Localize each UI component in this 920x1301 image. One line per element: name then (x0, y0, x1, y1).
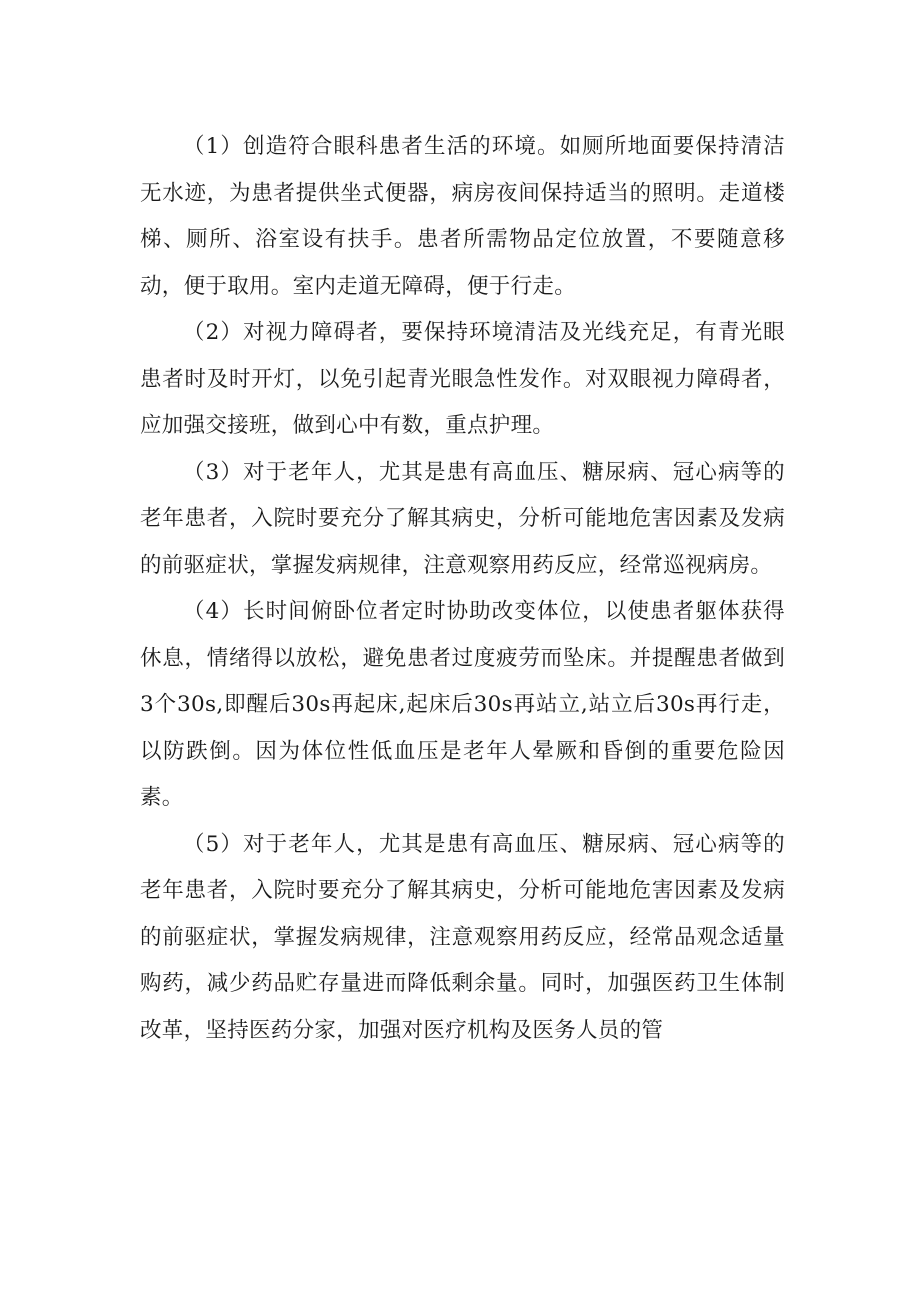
paragraph-3: （3）对于老年人，尤其是患有高血压、糖尿病、冠心病等的老年患者，入院时要充分了解其病史，分析可能地危害因素及发病的前驱症状，掌握发病规律，注意观察用药反应，经常巡视病房。 (140, 459, 785, 578)
paragraph-2: （2）对视力障碍者，要保持环境清洁及光线充足，有青光眼患者时及时开灯，以免引起青光眼急性发作。对双眼视力障碍者，应加强交接班，做到心中有数，重点护理。 (140, 320, 785, 438)
paragraph-1: （1）创造符合眼科患者生活的环境。如厕所地面要保持清洁无水迹，为患者提供坐式便器，病房夜间保持适当的照明。走道楼梯、厕所、浴室设有扶手。患者所需物品定位放置，不要随意移动，便于取用。室内走道无障碍，便于行走。 (140, 134, 785, 299)
document-body (140, 124, 785, 1054)
paragraph-5: （5）对于老年人，尤其是患有高血压、糖尿病、冠心病等的老年患者，入院时要充分了解其病史，分析可能地危害因素及发病的前驱症状，掌握发病规律，注意观察用药反应，经常品观念适量购药，减少药品贮存量进而降低剩余量。同时，加强医药卫生体制改革，坚持医药分家，加强对医疗机构及医务人员的管 (140, 831, 785, 1043)
paragraph-4: （4）长时间俯卧位者定时协助改变体位，以使患者躯体获得休息，情绪得以放松，避免患者过度疲劳而坠床。并提醒患者做到3个30s,即醒后30s再起床,起床后30s再站立,站立后30s再行走，以防跌倒。因为体位性低血压是老年人晕厥和昏倒的重要危险因素。 (140, 599, 785, 810)
